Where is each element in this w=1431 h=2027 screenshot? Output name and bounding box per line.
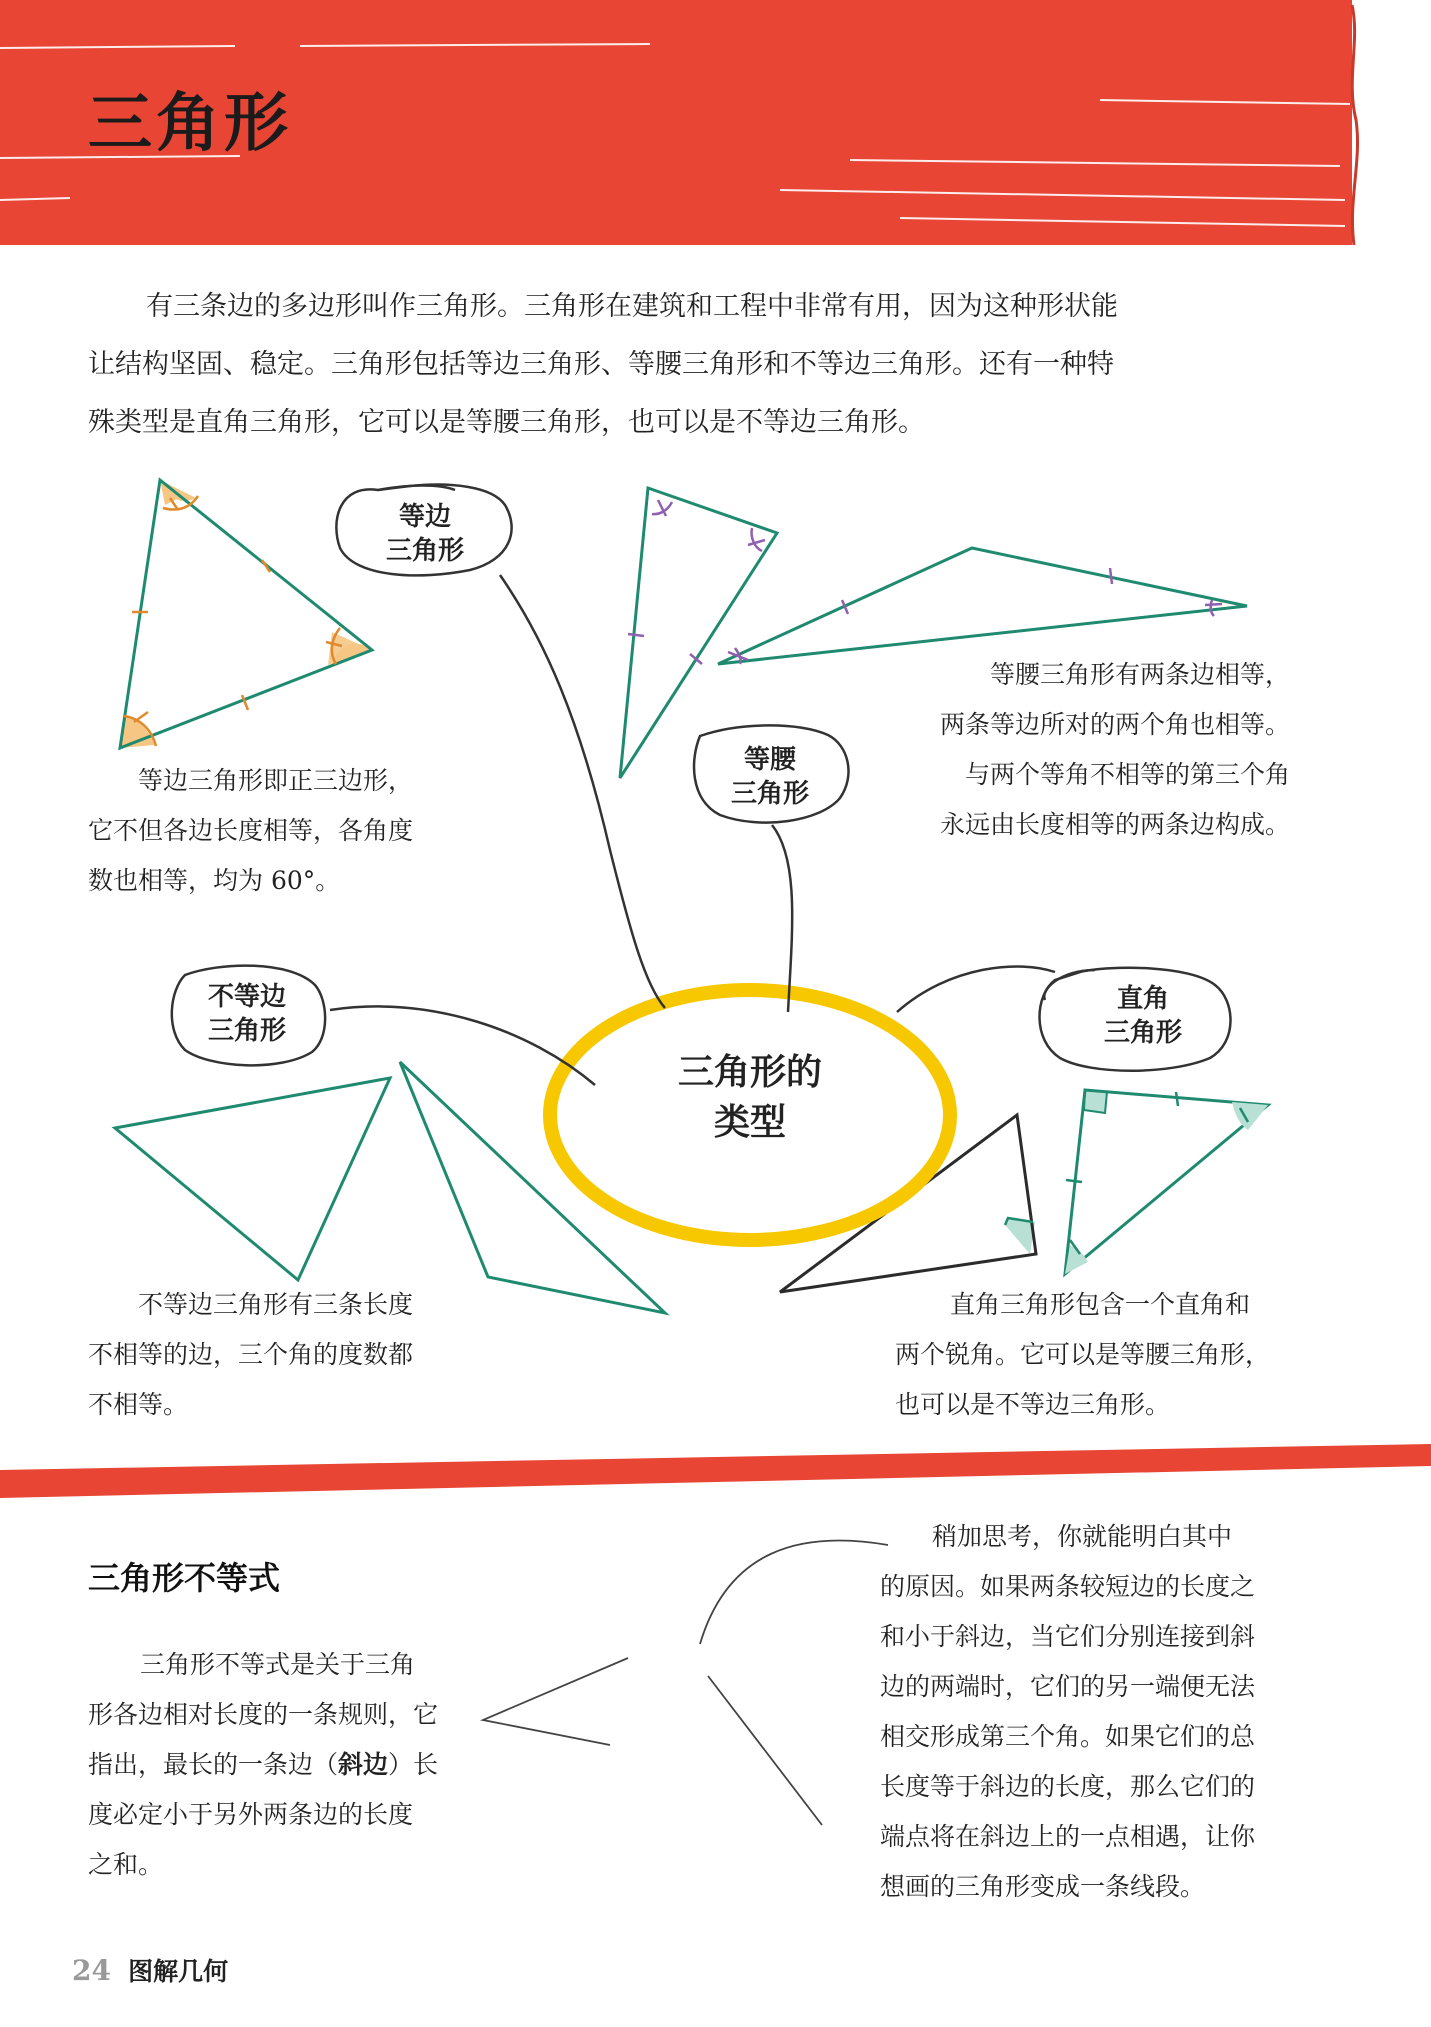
text-line: 端点将在斜边上的一点相遇，让你 bbox=[880, 1822, 1256, 1851]
text-line: 形各边相对长度的一条规则，它 bbox=[88, 1700, 439, 1729]
bubble-label-isosceles bbox=[695, 743, 845, 811]
bubble-label-scalene bbox=[172, 980, 322, 1048]
isosceles-triangle-tall bbox=[620, 488, 777, 778]
equilateral-description bbox=[88, 756, 488, 906]
desc-line: 等边三角形即正三边形， bbox=[138, 766, 414, 795]
text-line: 和小于斜边，当它们分别连接到斜 bbox=[880, 1622, 1256, 1651]
desc-line: 不相等。 bbox=[88, 1390, 189, 1419]
intro-line: 让结构坚固、稳定。三角形包括等边三角形、等腰三角形和不等边三角形。还有一种特 bbox=[88, 349, 1114, 380]
text-line: 想画的三角形变成一条线段。 bbox=[880, 1872, 1206, 1901]
intro-line: 殊类型是直角三角形，它可以是等腰三角形，也可以是不等边三角形。 bbox=[88, 407, 925, 438]
desc-line: 不相等的边，三个角的度数都 bbox=[88, 1340, 414, 1369]
hypotenuse-term: 斜边 bbox=[338, 1750, 389, 1779]
desc-line: 直角三角形包含一个直角和 bbox=[950, 1290, 1251, 1319]
text-line: 度必定小于另外两条边的长度 bbox=[88, 1800, 414, 1829]
book-title: 图解几何 bbox=[128, 1957, 229, 1986]
isosceles-description bbox=[900, 650, 1290, 850]
text-line: 边的两端时，它们的另一端便无法 bbox=[880, 1672, 1256, 1701]
bubble-text: 三角形 bbox=[1103, 1018, 1182, 1048]
bubble-text: 三角形 bbox=[730, 779, 809, 809]
desc-line: 它不但各边长度相等，各角度 bbox=[88, 816, 414, 845]
page-footer bbox=[72, 1952, 228, 1988]
intro-line: 有三条边的多边形叫作三角形。三角形在建筑和工程中非常有用，因为这种形状能 bbox=[146, 291, 1118, 322]
bubble-text: 不等边 bbox=[207, 982, 286, 1012]
equilateral-triangle bbox=[120, 480, 372, 748]
desc-line: 数也相等，均为 60°。 bbox=[88, 866, 341, 895]
inequality-heading: 三角形不等式 bbox=[88, 1559, 281, 1597]
inequality-right-text bbox=[880, 1512, 1300, 1912]
desc-line: 等腰三角形有两条边相等， bbox=[989, 660, 1290, 689]
bubble-text: 等边 bbox=[398, 502, 451, 532]
center-label-line: 三角形的 bbox=[677, 1052, 822, 1093]
bubble-text: 三角形 bbox=[207, 1016, 286, 1046]
text-line: 之和。 bbox=[88, 1850, 164, 1879]
center-label bbox=[630, 1048, 870, 1148]
bubble-text: 三角形 bbox=[385, 536, 464, 566]
inequality-figure bbox=[483, 1541, 888, 1825]
text-line: 稍加思考，你就能明白其中 bbox=[932, 1522, 1233, 1551]
desc-line: 也可以是不等边三角形。 bbox=[895, 1390, 1171, 1419]
center-label-line: 类型 bbox=[713, 1102, 786, 1143]
text-line: 三角形不等式是关于三角 bbox=[140, 1650, 416, 1679]
desc-line: 永远由长度相等的两条边构成。 bbox=[939, 810, 1290, 839]
right-description bbox=[895, 1280, 1295, 1430]
bubble-label-equilateral bbox=[350, 500, 500, 568]
inequality-left-text bbox=[88, 1640, 468, 1890]
connector-right bbox=[897, 966, 1055, 1012]
desc-line: 不等边三角形有三条长度 bbox=[138, 1290, 414, 1319]
bubble-label-right bbox=[1068, 982, 1218, 1050]
desc-line: 两条等边所对的两个角也相等。 bbox=[939, 710, 1290, 739]
text-line: 长度等于斜边的长度，那么它们的 bbox=[880, 1772, 1256, 1801]
text-line: 的原因。如果两条较短边的长度之 bbox=[880, 1572, 1256, 1601]
bubble-text: 直角 bbox=[1116, 984, 1169, 1014]
section-divider bbox=[0, 1444, 1431, 1498]
connector-equilateral bbox=[500, 575, 665, 1008]
text-line bbox=[88, 1740, 468, 1790]
isosceles-triangle-long bbox=[718, 548, 1247, 664]
text-line: 相交形成第三个角。如果它们的总 bbox=[880, 1722, 1256, 1751]
scalene-description bbox=[88, 1280, 488, 1430]
page-title: 三角形 bbox=[88, 87, 292, 161]
desc-line: 与两个等角不相等的第三个角 bbox=[964, 760, 1290, 789]
text-fragment: 指出，最长的一条边（ bbox=[88, 1750, 339, 1779]
bubble-text: 等腰 bbox=[743, 745, 796, 775]
desc-line: 两个锐角。它可以是等腰三角形， bbox=[895, 1340, 1271, 1369]
page-number: 24 bbox=[72, 1954, 111, 1987]
text-fragment: ）长 bbox=[388, 1750, 439, 1779]
